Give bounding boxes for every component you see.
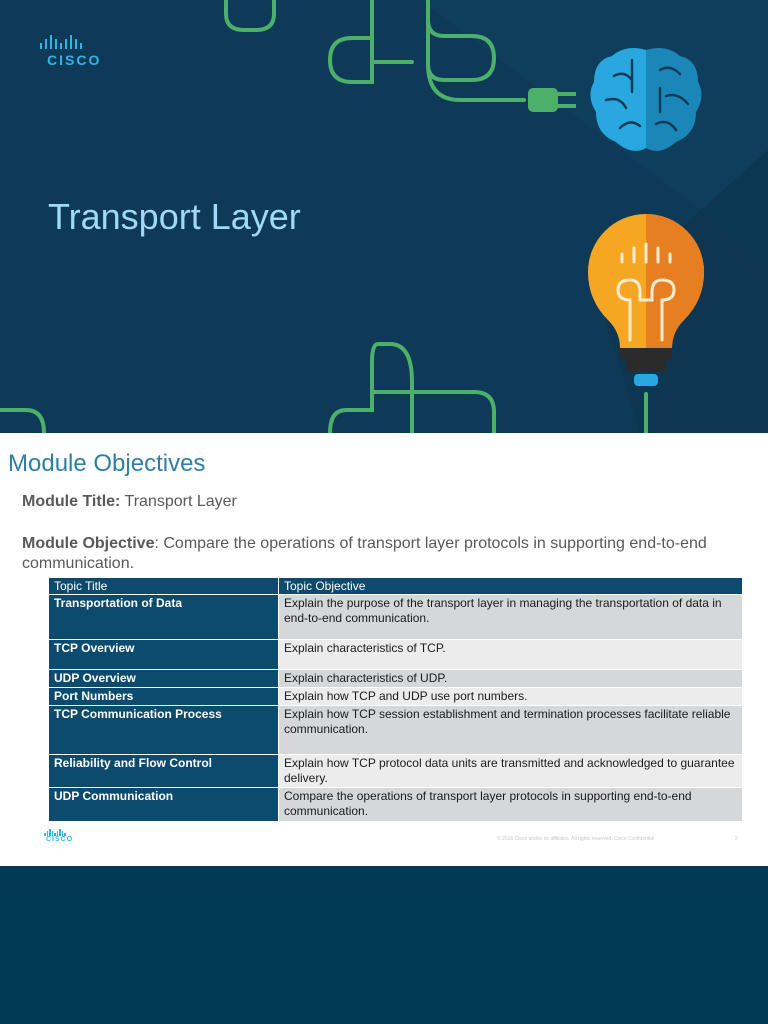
module-title-value: Transport Layer: [120, 493, 237, 510]
topic-objective-cell: Explain how TCP protocol data units are transmitted and acknowledged to guarantee delivery.: [279, 755, 743, 788]
column-header-topic-title: Topic Title: [49, 578, 279, 595]
table-row: [49, 688, 743, 706]
topic-objective-cell: Explain characteristics of UDP.: [279, 670, 743, 688]
topic-objective-cell: Explain the purpose of the transport layer in managing the transportation of data in end-to-end communication.: [279, 595, 743, 640]
objectives-table: [48, 577, 743, 822]
cisco-logo-small: [44, 829, 74, 843]
topic-title-cell: UDP Communication: [49, 788, 279, 822]
topic-title-cell: UDP Overview: [49, 670, 279, 688]
table-row: [49, 788, 743, 822]
table-row: [49, 755, 743, 788]
title-slide: [0, 0, 768, 433]
brain-icon: [590, 48, 701, 151]
table-row: [49, 670, 743, 688]
slide-title: Transport Layer: [48, 196, 301, 237]
topic-objective-cell: Explain how TCP session establishment and termination processes facilitate reliable communication.: [279, 706, 743, 755]
copyright-notice: © 2016 Cisco and/or its affiliates. All rights reserved. Cisco Confidential: [497, 836, 655, 842]
topic-title-cell: Reliability and Flow Control: [49, 755, 279, 788]
topic-title-cell: Transportation of Data: [49, 595, 279, 640]
module-objective-label: Module Objective: [22, 535, 155, 552]
topic-title-cell: Port Numbers: [49, 688, 279, 706]
column-header-topic-objective: Topic Objective: [279, 578, 743, 595]
cisco-logo-bars-icon: [40, 33, 110, 49]
topic-title-cell: TCP Communication Process: [49, 706, 279, 755]
slide-heading: Module Objectives: [8, 450, 206, 477]
table-header-row: [49, 578, 743, 595]
topic-objective-cell: Compare the operations of transport layer protocols in supporting end-to-end communication.: [279, 788, 743, 822]
table-row: [49, 640, 743, 670]
module-title-label: Module Title:: [22, 493, 121, 510]
cisco-logo-text: CISCO: [46, 836, 74, 843]
cisco-logo-text: CISCO: [47, 52, 102, 68]
topic-objective-cell: Explain characteristics of TCP.: [279, 640, 743, 670]
topic-title-cell: TCP Overview: [49, 640, 279, 670]
module-title-line: [22, 493, 237, 511]
cisco-logo: [40, 33, 110, 68]
module-objective-line: [22, 534, 742, 574]
table-row: [49, 595, 743, 640]
module-objective-value: : Compare the operations of transport layer protocols in supporting end-to-end communication.: [22, 535, 707, 572]
cisco-logo-bars-icon: [44, 829, 74, 836]
background-panel: [0, 866, 768, 1024]
page-number: 2: [735, 836, 738, 842]
objectives-slide: [0, 433, 768, 866]
topic-objective-cell: Explain how TCP and UDP use port numbers.: [279, 688, 743, 706]
table-row: [49, 706, 743, 755]
